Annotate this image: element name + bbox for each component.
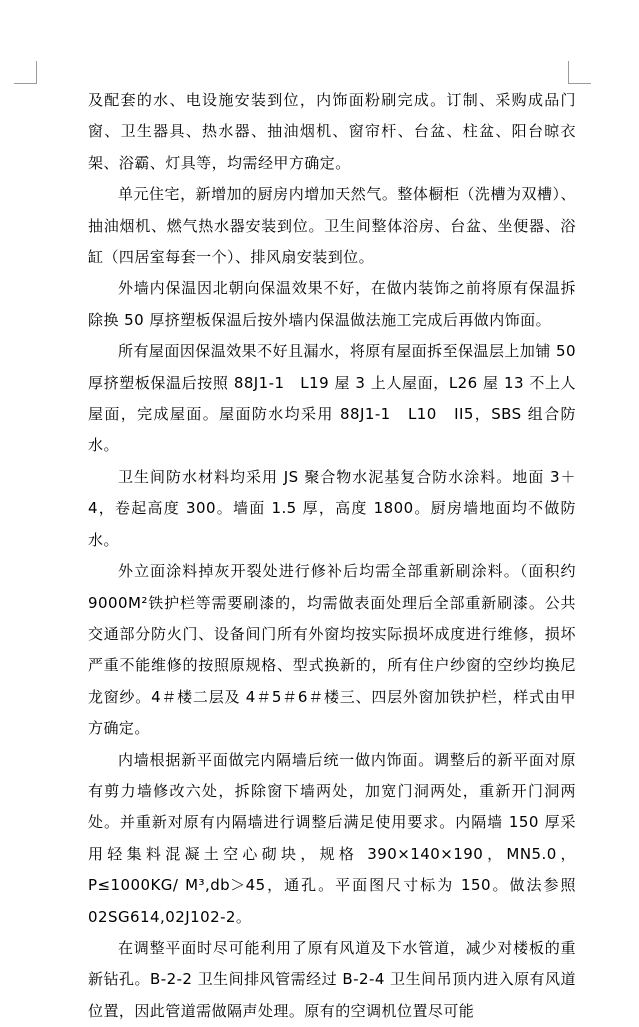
paragraph-facade-paint: 外立面涂料掉灰开裂处进行修补后均需全部重新刷涂料。（面积约 9000M²铁护栏等需要刷漆的，均需做表面处理后全部重新刷漆。公共交通部分防火门、设备间门所有外窗均按实际损坏成度进行维修，损坏严重不能维修的按照原规格、型式换新的，所有住户纱窗的空纱均换尼龙窗纱。4＃楼二层及 4＃5＃6＃楼三、四层外窗加铁护栏，样式由甲方确定。 [88,562,576,738]
margin-corner-mark-right [568,61,591,84]
paragraph-ducts: 在调整平面时尽可能利用了原有风道及下水管道，减少对楼板的重新钻孔。B-2-2 卫生间排风管需经过 B-2-4 卫生间吊顶内进入原有风道位置，因此管道需做隔声处理。原有的空调机位置尽可能 [88,938,576,1020]
paragraph-fixtures: 及配套的水、电设施安装到位，内饰面粉刷完成。订制、采购成品门窗、卫生器具、热水器、抽油烟机、窗帘杆、台盆、柱盆、阳台晾衣架、浴霸、灯具等，均需经甲方确定。 [88,91,576,172]
paragraph-interior-walls: 内墙根据新平面做完内隔墙后统一做内饰面。调整后的新平面对原有剪力墙修改六处，拆除窗下墙两处，加宽门洞两处，重新开门洞两处。并重新对原有内隔墙进行调整后满足使用要求。内隔墙 150 厚采用轻集料混凝土空心砌块，规格 390×140×190，MN5.0，P≤1000KG/ M³,db＞45，通孔。平面图尺寸标为 150。做法参照 02SG614,02J102-2。 [88,750,576,926]
paragraph-wall-insulation: 外墙内保温因北朝向保温效果不好，在做内装饰之前将原有保温拆除换 50 厚挤塑板保温后按外墙内保温做法施工完成后再做内饰面。 [88,279,576,329]
document-body [88,85,576,1027]
paragraph-unit-housing: 单元住宅，新增加的厨房内增加天然气。整体橱柜（洗槽为双槽）、抽油烟机、燃气热水器安装到位。卫生间整体浴房、台盆、坐便器、浴缸（四居室每套一个）、排风扇安装到位。 [88,185,576,267]
paragraph-roofing: 所有屋面因保温效果不好且漏水，将原有屋面拆至保温层上加铺 50 厚挤塑板保温后按照 88J1-1 L19 屋 3 上人屋面，L26 屋 13 不上人屋面，完成屋面。屋面防水均采用 88J1-1 L10 II5，SBS 组合防水。 [88,342,576,455]
paragraph-bathroom-waterproofing: 卫生间防水材料均采用 JS 聚合物水泥基复合防水涂料。地面 3＋4，卷起高度 300。墙面 1.5 厚，高度 1800。厨房墙地面均不做防水。 [88,467,576,549]
margin-corner-mark-left [14,61,37,84]
